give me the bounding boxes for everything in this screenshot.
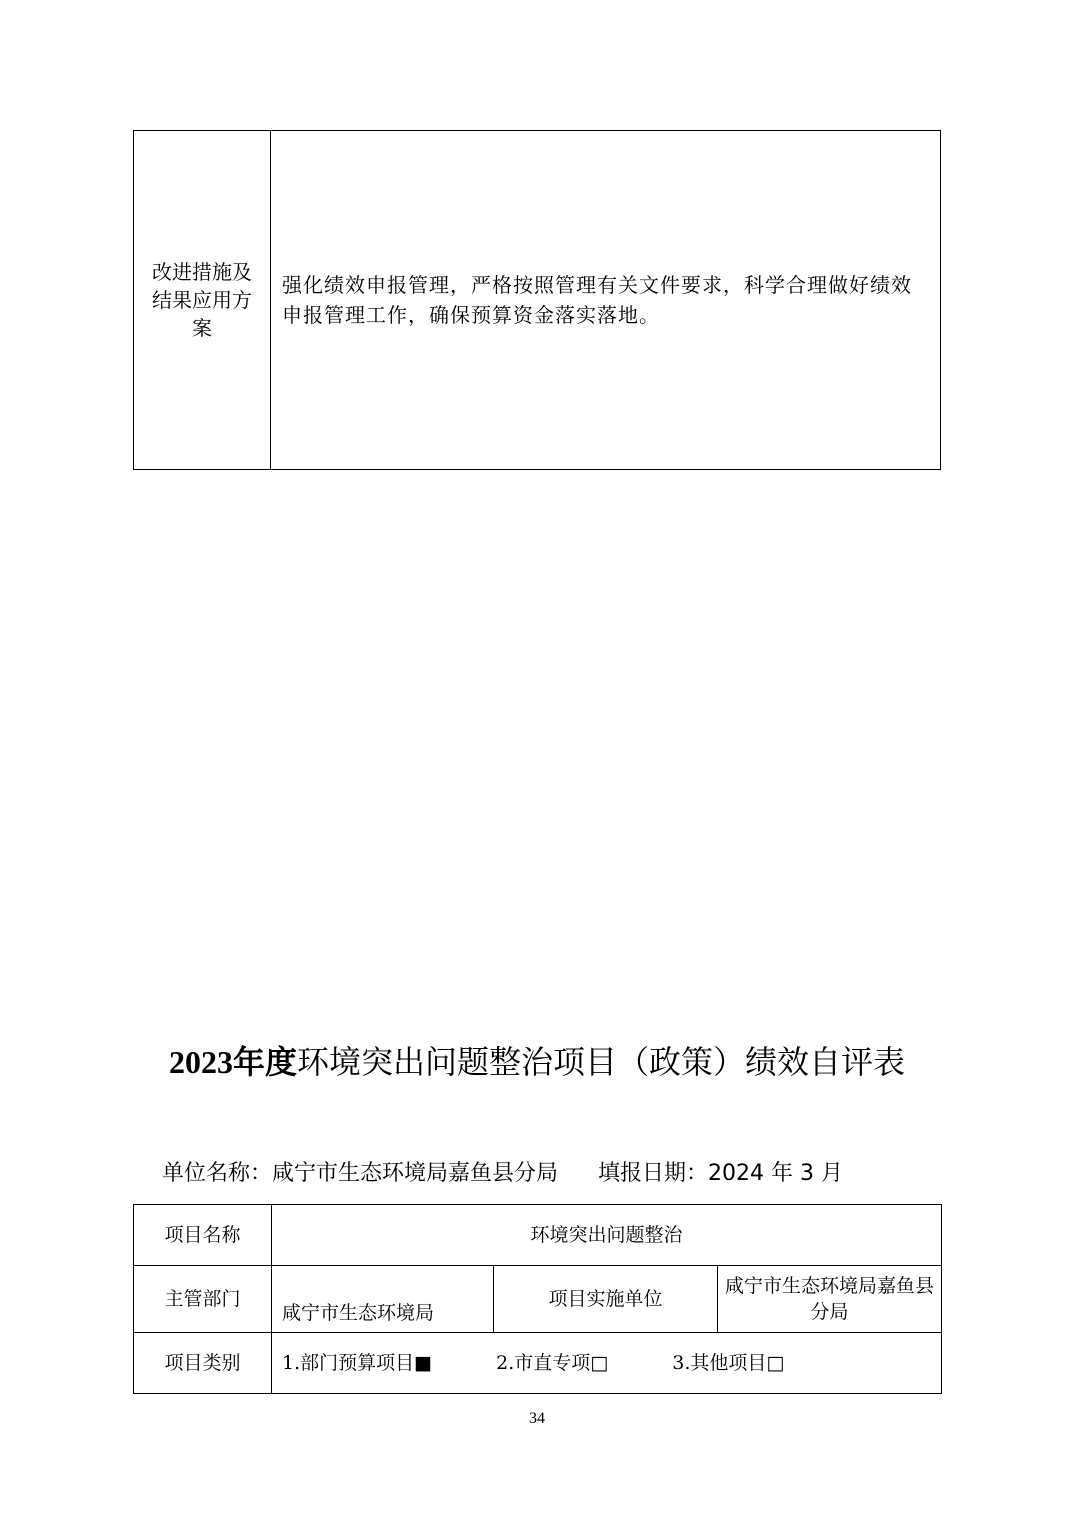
table-row (134, 1266, 942, 1333)
category-option: 2.市直专项□ (496, 1352, 609, 1374)
dept-value: 咸宁市生态环境局 (272, 1266, 494, 1333)
impl-label: 项目实施单位 (494, 1266, 718, 1333)
fill-date: 填报日期：2024 年 3 月 (598, 1161, 843, 1186)
table-row (134, 1333, 942, 1394)
impl-value: 咸宁市生态环境局嘉鱼县分局 (718, 1266, 942, 1333)
project-name-label: 项目名称 (134, 1205, 272, 1266)
title-bold-part: 年度 (232, 1043, 297, 1081)
form-meta (162, 1158, 843, 1190)
improvement-content: 强化绩效申报管理，严格按照管理有关文件要求，科学合理做好绩效申报管理工作，确保预算资金落实落地。 (282, 273, 912, 327)
project-info-table (133, 1204, 942, 1394)
unit-name: 单位名称：咸宁市生态环境局嘉鱼县分局 (162, 1161, 559, 1186)
dept-label: 主管部门 (134, 1266, 272, 1333)
improvement-table (133, 130, 941, 470)
title-rest: 环境突出问题整治项目（政策）绩效自评表 (297, 1043, 906, 1081)
page-title (0, 1040, 1074, 1084)
category-options (272, 1333, 942, 1394)
category-label: 项目类别 (134, 1333, 272, 1394)
page-number: 34 (529, 1410, 545, 1427)
table-row (134, 1205, 942, 1266)
improvement-label: 改进措施及结果应用方案 (134, 131, 271, 469)
project-name-value: 环境突出问题整治 (272, 1205, 942, 1266)
category-option: 3.其他项目□ (672, 1352, 785, 1374)
category-option: 1.部门预算项目■ (282, 1352, 433, 1374)
title-year: 2023 (168, 1044, 233, 1080)
